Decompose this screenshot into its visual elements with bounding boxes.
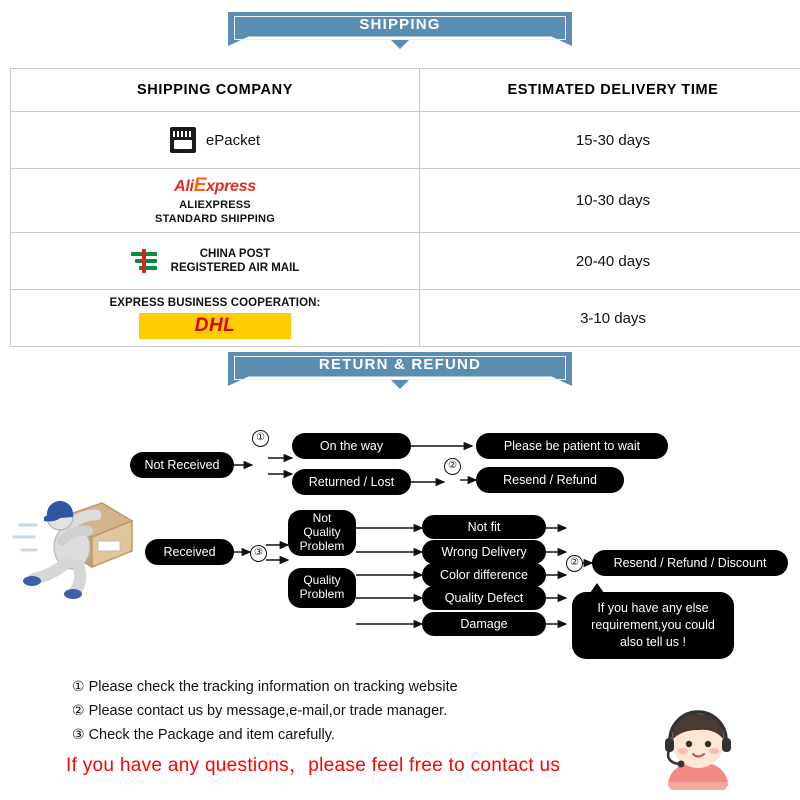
not-quality-line-2: Quality <box>303 525 341 540</box>
cell-company-aliexpress <box>11 169 420 233</box>
china-post-line-2: REGISTERED AIR MAIL <box>170 262 300 275</box>
cell-time-aliexpress: 10-30 days <box>420 169 800 233</box>
header-shipping-company: SHIPPING COMPANY <box>11 69 420 112</box>
node-not-received: Not Received <box>130 452 234 478</box>
epacket-logo-icon <box>170 127 196 153</box>
table-row <box>11 169 800 233</box>
quality-line-2: Problem <box>299 587 345 601</box>
return-banner-title: RETURN & REFUND <box>318 356 482 373</box>
note-marker-1: ① <box>72 678 85 694</box>
shipping-banner <box>228 12 572 46</box>
return-banner-arrow-icon <box>391 380 409 389</box>
china-post-label <box>171 247 300 276</box>
node-resend-refund: Resend / Refund <box>476 467 624 493</box>
shipping-table <box>10 68 800 347</box>
quality-line-1: Quality <box>303 573 341 588</box>
marker-one: ① <box>252 430 269 447</box>
cell-time-epacket: 15-30 days <box>420 112 800 169</box>
dhl-logo-text: DHL <box>194 315 236 337</box>
note-text-2: Please contact us by message,e-mail,or trade manager. <box>88 703 448 719</box>
aliexpress-sub-line-1: ALIEXPRESS <box>179 198 251 211</box>
return-flow-chart <box>0 400 800 680</box>
cell-time-china-post: 20-40 days <box>420 233 800 290</box>
marker-two: ② <box>444 458 461 475</box>
node-on-the-way: On the way <box>292 433 411 459</box>
not-quality-line-3: Problem <box>299 538 345 553</box>
note-text-3: Check the Package and item carefully. <box>88 727 335 743</box>
cell-company-china-post <box>11 233 420 290</box>
marker-three: ③ <box>250 545 267 562</box>
extra-requirement-bubble: If you have any else requirement,you could also tell us ! <box>572 592 734 659</box>
node-resend-refund-discount: Resend / Refund / Discount <box>592 550 788 576</box>
cell-time-dhl: 3-10 days <box>420 290 800 347</box>
return-refund-banner <box>228 352 572 386</box>
node-please-be-patient: Please be patient to wait <box>476 433 668 459</box>
shipping-banner-arrow-icon <box>391 40 409 49</box>
table-row <box>11 112 800 169</box>
china-post-line-1: CHINA POST <box>199 247 271 260</box>
node-color-difference: Color difference <box>422 563 546 587</box>
aliexpress-logo-icon: AliExpress <box>174 175 256 196</box>
cell-company-dhl <box>11 290 420 347</box>
table-header-row <box>11 69 800 112</box>
epacket-label: ePacket <box>205 131 261 149</box>
note-text-1: Please check the tracking information on tracking website <box>88 679 458 695</box>
node-not-fit: Not fit <box>422 515 546 539</box>
node-received: Received <box>145 539 234 565</box>
node-wrong-delivery: Wrong Delivery <box>422 540 546 564</box>
dhl-cooperation-label: EXPRESS BUSINESS COOPERATION: <box>109 297 321 310</box>
shipping-banner-title: SHIPPING <box>359 16 441 33</box>
node-returned-lost: Returned / Lost <box>292 469 411 495</box>
dhl-logo-icon <box>139 313 291 339</box>
header-estimated-delivery-time: ESTIMATED DELIVERY TIME <box>420 69 800 112</box>
node-quality-problem <box>288 568 356 608</box>
closing-message: If you have any questions，please feel free to contact us <box>66 755 561 776</box>
marker-two-b: ② <box>566 555 583 572</box>
aliexpress-sub-line-2: STANDARD SHIPPING <box>155 213 275 226</box>
note-marker-2: ② <box>72 702 85 718</box>
node-quality-defect: Quality Defect <box>422 586 546 610</box>
note-item-3 <box>72 726 672 743</box>
cell-company-epacket <box>11 112 420 169</box>
note-item-1 <box>72 678 672 695</box>
node-not-quality-problem <box>288 510 356 556</box>
table-row <box>11 233 800 290</box>
note-marker-3: ③ <box>72 726 85 742</box>
note-item-2 <box>72 702 672 719</box>
customer-service-avatar-icon <box>655 700 741 790</box>
notes-list <box>72 678 672 750</box>
table-row <box>11 290 800 347</box>
not-quality-line-1: Not <box>312 511 332 526</box>
china-post-logo-icon <box>131 249 161 273</box>
node-damage: Damage <box>422 612 546 636</box>
